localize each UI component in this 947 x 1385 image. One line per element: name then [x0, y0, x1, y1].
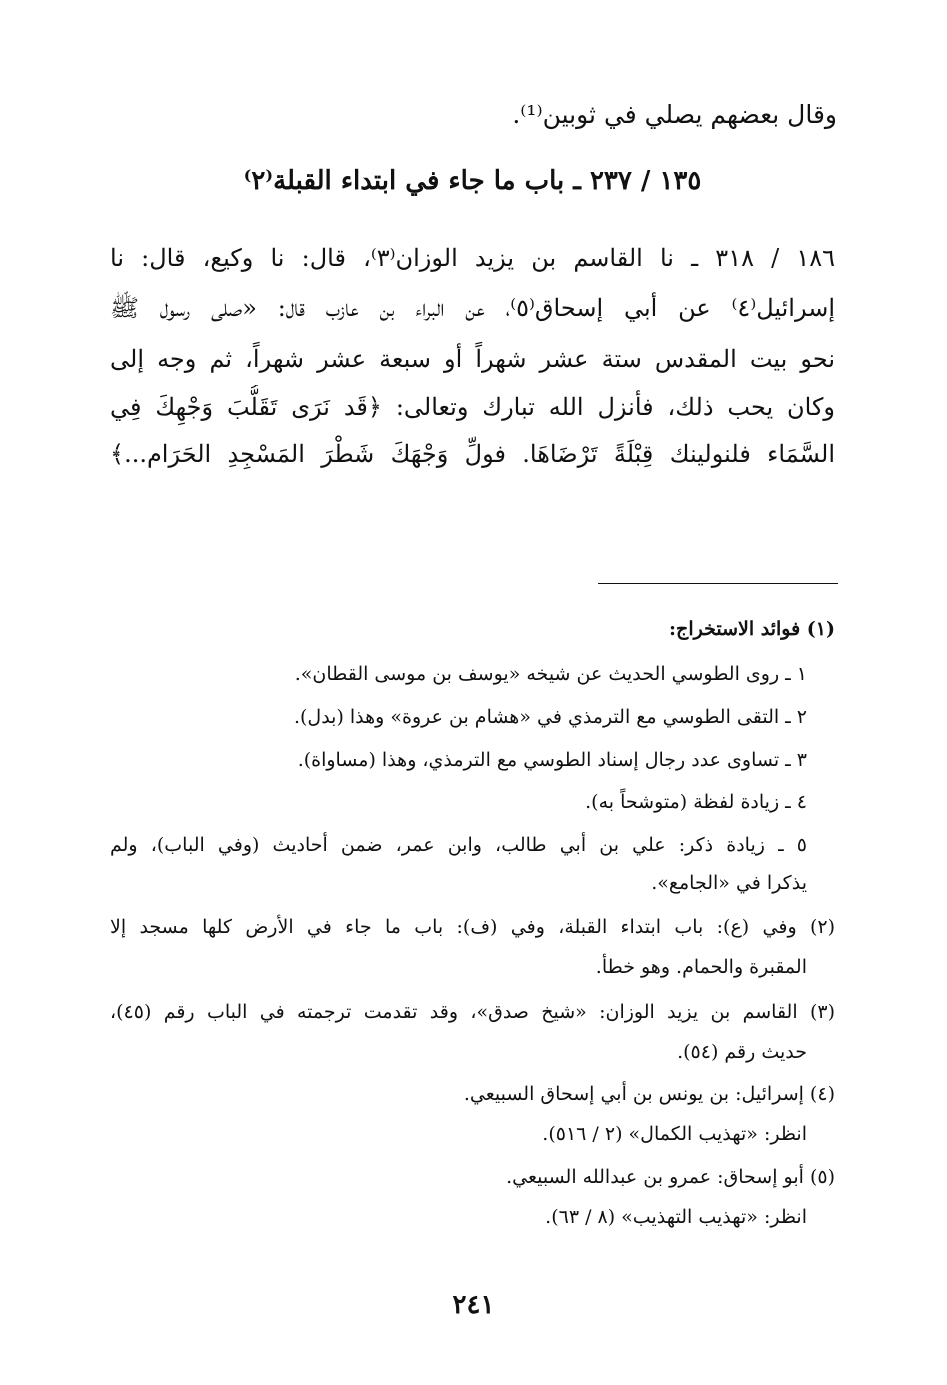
footnote-3-line-2: حديث رقم (٥٤).: [677, 1041, 807, 1063]
footnote-1-item-2: ٢ ـ التقى الطوسي مع الترمذي في «هشام بن عروة» وهذا (بدل).: [293, 706, 807, 728]
footnote-2-line-1: (٢) وفي (ع): باب ابتداء القبلة، وفي (ف): باب ما جاء في الأرض كلها مسجد إلا: [110, 916, 835, 938]
hadith-line-4: وكان يحب ذلك، فأنزل الله تبارك وتعالى: ﴿قَد نَرَى تَقَلُّبَ وَجْهِكَ فِي: [110, 393, 835, 421]
hadith-line-2: إسرائيل⁽٤⁾ عن أبي إسحاق⁽٥⁾، عن البراء بن عازب قال: «صلى رسول ﷺ: [110, 294, 835, 322]
hadith-line-1: ١٨٦ / ٣١٨ ـ نا القاسم بن يزيد الوزان⁽٣⁾، قال: نا وكيع، قال: نا: [110, 244, 835, 272]
chapter-heading: ١٣٥ / ٢٣٧ ـ باب ما جاء في ابتداء القبلة⁽٢⁾: [243, 166, 702, 196]
footnote-1-item-5: ٥ ـ زيادة ذكر: علي بن أبي طالب، وابن عمر، ضمن أحاديث (وفي الباب)، ولم: [110, 834, 807, 856]
hadith-line-3: نحو بيت المقدس ستة عشر شهراً أو سبعة عشر شهراً، ثم وجه إلى: [110, 345, 835, 373]
footnote-5-line-1: (٥) أبو إسحاق: عمرو بن عبدالله السبيعي.: [506, 1166, 835, 1188]
footnote-1-item-4: ٤ ـ زيادة لفظة (متوشحاً به).: [585, 791, 807, 813]
footnote-1-item-5-cont: يذكرا في «الجامع».: [651, 872, 807, 894]
footnote-1-label: (١) فوائد الاستخراج:: [669, 618, 835, 640]
footnote-divider: [598, 583, 838, 584]
intro-line: وقال بعضهم يصلي في ثوبين⁽¹⁾.: [512, 100, 837, 129]
hadith-line-5: السَّمَاء فلنولينك قِبْلَةً تَرْضَاهَا. فولِّ وَجْهَكَ شَطْرَ المَسْجِدِ الحَرَام...﴾: [110, 440, 835, 468]
page-number: ٢٤١: [452, 1290, 495, 1320]
footnote-1-item-1: ١ ـ روى الطوسي الحديث عن شيخه «يوسف بن موسى القطان».: [294, 663, 807, 685]
footnote-4-line-2: انظر: «تهذيب الكمال» (٢ / ٥١٦).: [542, 1123, 807, 1145]
footnote-2-line-2: المقبرة والحمام. وهو خطأ.: [595, 956, 807, 978]
footnote-1-item-3: ٣ ـ تساوى عدد رجال إسناد الطوسي مع الترمذي، وهذا (مساواة).: [297, 749, 807, 771]
footnote-5-line-2: انظر: «تهذيب التهذيب» (٨ / ٦٣).: [545, 1206, 807, 1228]
footnote-3-line-1: (٣) القاسم بن يزيد الوزان: «شيخ صدق»، وقد تقدمت ترجمته في الباب رقم (٤٥)،: [110, 1001, 835, 1023]
footnote-4-line-1: (٤) إسرائيل: بن يونس بن أبي إسحاق السبيعي.: [463, 1083, 835, 1105]
